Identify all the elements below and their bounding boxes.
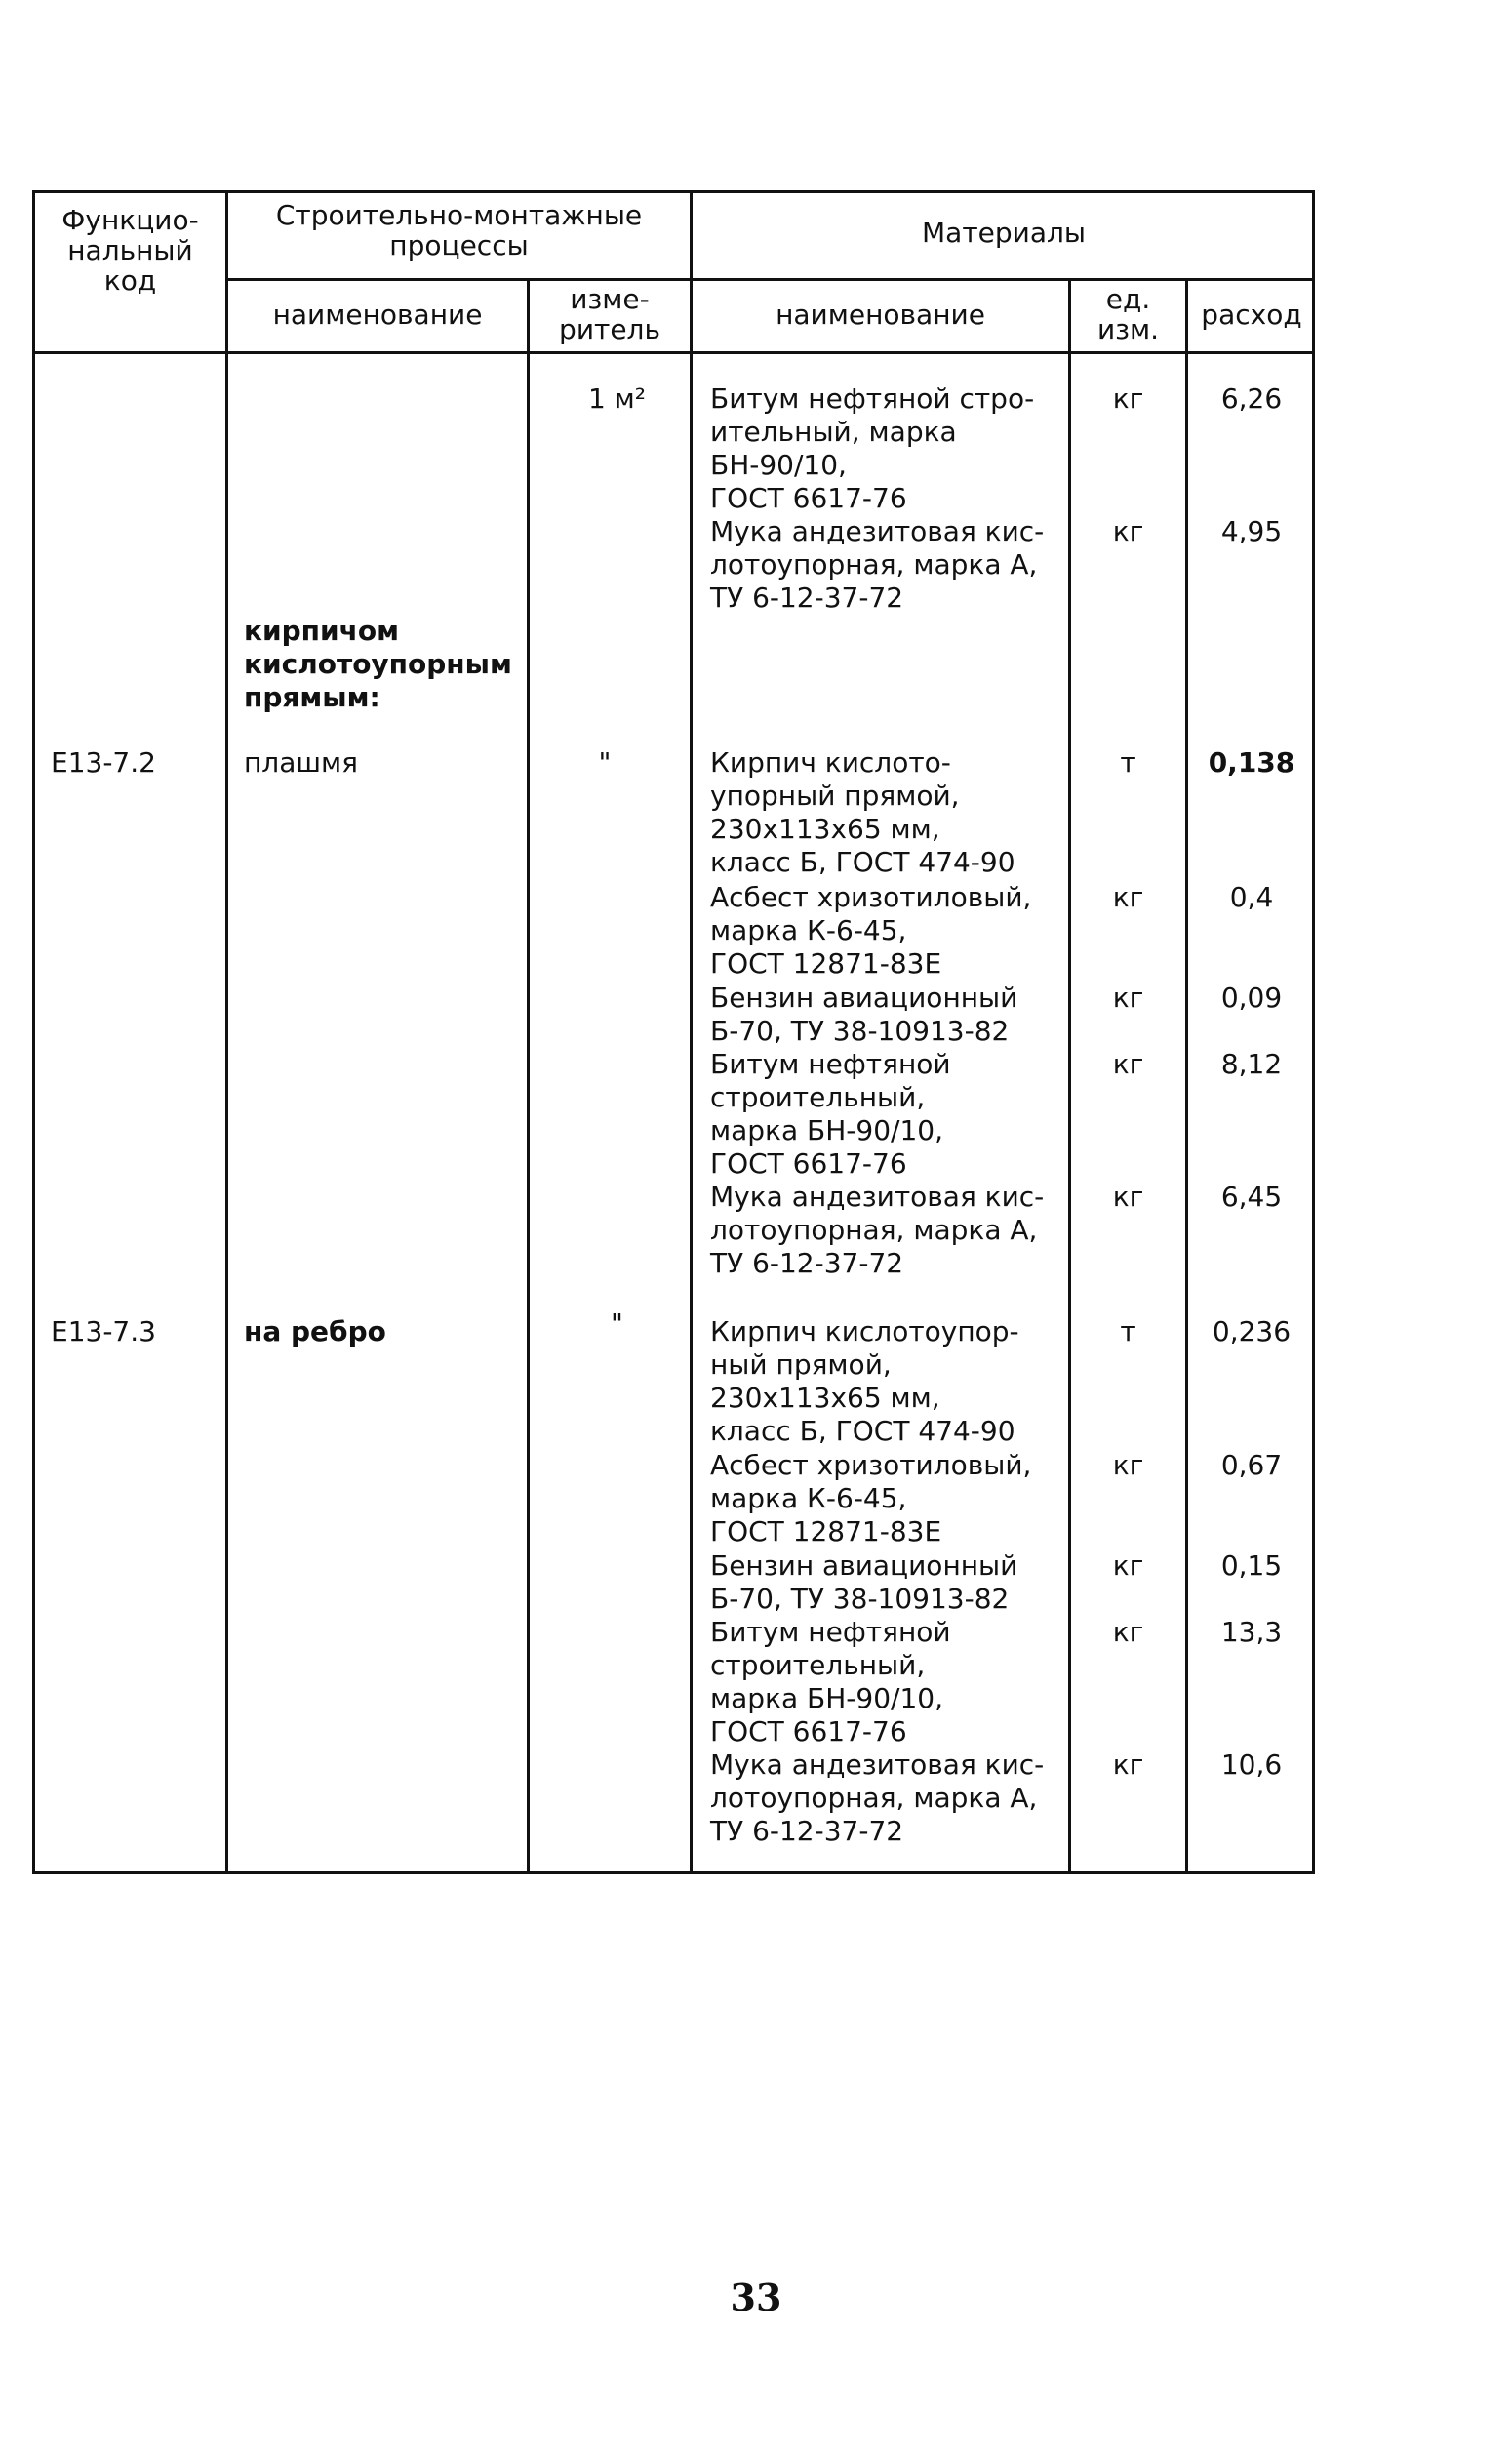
material-unit: кг (1112, 1449, 1144, 1481)
header-mat-unit: ед. изм. (1096, 283, 1160, 345)
material-rate: 6,45 (1220, 1181, 1283, 1213)
material-rate: 6,26 (1220, 382, 1283, 415)
header-processes: Строительно-монтажные процессы (275, 199, 643, 261)
material-name: Битум нефтяной строительный, марка БН-90/10, ГОСТ 6617-76 (710, 1048, 951, 1180)
material-rate: 0,09 (1220, 982, 1283, 1014)
material-rate: 10,6 (1220, 1749, 1283, 1781)
material-unit: кг (1112, 982, 1144, 1014)
material-name: Битум нефтяной стро- ительный, марка БН-90/10, ГОСТ 6617-76 (710, 382, 1035, 514)
func-code: Е13-7.2 (51, 746, 156, 779)
row-divider (32, 351, 1315, 354)
material-rate: 0,4 (1229, 881, 1274, 913)
material-name: Мука андезитовая кис- лотоупорная, марка А, ТУ 6-12-37-72 (710, 1181, 1045, 1279)
material-name: Кирпич кислото- упорный прямой, 230x113x65 мм, класс Б, ГОСТ 474-90 (710, 746, 1015, 878)
meter-cell: " (598, 746, 612, 779)
header-func-code: Функцио- нальный код (61, 204, 199, 297)
material-unit: кг (1112, 881, 1144, 913)
meter-cell: " (611, 1307, 623, 1340)
row-divider (225, 278, 1315, 281)
page-number: 33 (730, 2275, 782, 2319)
material-unit: т (1120, 746, 1136, 779)
material-name: Кирпич кислотоупор- ный прямой, 230x113x65 мм, класс Б, ГОСТ 474-90 (710, 1315, 1019, 1447)
header-proc-unit: изме- ритель (559, 283, 660, 345)
material-rate: 0,236 (1212, 1315, 1292, 1347)
material-rate: 13,3 (1220, 1616, 1283, 1648)
material-name: Асбест хризотиловый, марка К-6-45, ГОСТ 12871-83Е (710, 881, 1032, 980)
material-name: Мука андезитовая кис- лотоупорная, марка А, ТУ 6-12-37-72 (710, 1749, 1045, 1847)
material-rate: 0,138 (1208, 746, 1295, 779)
material-rate: 0,15 (1220, 1549, 1283, 1582)
material-unit: т (1120, 1315, 1136, 1347)
material-rate: 0,67 (1220, 1449, 1283, 1481)
material-unit: кг (1112, 1749, 1144, 1781)
header-mat-rate: расход (1201, 299, 1302, 331)
material-name: Бензин авиационный Б-70, ТУ 38-10913-82 (710, 1549, 1018, 1615)
header-mat-name: наименование (776, 299, 985, 331)
material-unit: кг (1112, 1048, 1144, 1080)
material-unit: кг (1112, 1181, 1144, 1213)
material-unit: кг (1112, 1616, 1144, 1648)
col-divider (690, 190, 693, 1874)
material-name: Бензин авиационный Б-70, ТУ 38-10913-82 (710, 982, 1018, 1047)
process-name: на ребро (244, 1315, 386, 1347)
material-name: Мука андезитовая кис- лотоупорная, марка А, ТУ 6-12-37-72 (710, 515, 1045, 614)
meter-cell: 1 м² (587, 382, 647, 415)
process-name: плашмя (244, 746, 358, 779)
material-unit: кг (1112, 515, 1144, 547)
material-rate: 8,12 (1220, 1048, 1283, 1080)
group-title: кирпичом кислотоупорным прямым: (244, 615, 512, 713)
col-divider (527, 278, 530, 1874)
material-rate: 4,95 (1220, 515, 1283, 547)
material-name: Битум нефтяной строительный, марка БН-90/10, ГОСТ 6617-76 (710, 1616, 951, 1748)
func-code: Е13-7.3 (51, 1315, 156, 1347)
material-unit: кг (1112, 1549, 1144, 1582)
col-divider (225, 190, 228, 1874)
header-proc-name: наименование (272, 299, 483, 331)
material-unit: кг (1112, 382, 1144, 415)
material-name: Асбест хризотиловый, марка К-6-45, ГОСТ 12871-83Е (710, 1449, 1032, 1548)
header-materials: Материалы (922, 217, 1086, 249)
